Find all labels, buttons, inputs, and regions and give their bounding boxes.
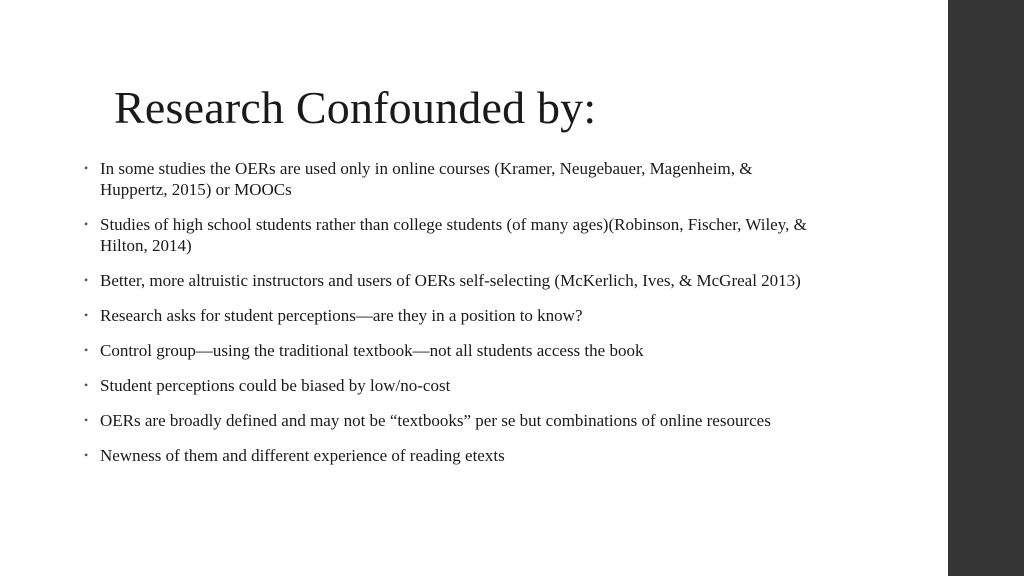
bullet-text: OERs are broadly defined and may not be “textbooks” per se but combinations of online resources (100, 411, 771, 430)
bullet-icon: • (84, 448, 89, 462)
bullet-item (84, 410, 824, 431)
bullet-item (84, 340, 824, 361)
bullet-icon: • (84, 343, 89, 357)
bullet-text: Control group—using the traditional textbook—not all students access the book (100, 341, 644, 360)
bullet-text: Newness of them and different experience of reading etexts (100, 446, 505, 465)
bullet-icon: • (84, 273, 89, 287)
bullet-item (84, 270, 824, 291)
bullet-icon: • (84, 161, 89, 175)
bullet-list (84, 158, 824, 480)
bullet-icon: • (84, 378, 89, 392)
bullet-item (84, 158, 824, 200)
bullet-icon: • (84, 217, 89, 231)
bullet-text: Student perceptions could be biased by low/no-cost (100, 376, 451, 395)
bullet-item (84, 445, 824, 466)
bullet-item (84, 375, 824, 396)
bullet-icon: • (84, 413, 89, 427)
bullet-text: Research asks for student perceptions—are they in a position to know? (100, 306, 583, 325)
bullet-item (84, 305, 824, 326)
bullet-text: Better, more altruistic instructors and users of OERs self-selecting (McKerlich, Ives, & McGreal 2013) (100, 271, 801, 290)
bullet-text: In some studies the OERs are used only in online courses (Kramer, Neugebauer, Magenheim, & Huppertz, 2015) or MOOCs (100, 159, 753, 199)
slide-title: Research Confounded by: (114, 82, 597, 133)
bullet-text: Studies of high school students rather than college students (of many ages)(Robinson, Fischer, Wiley, & Hilton, 2014) (100, 215, 807, 255)
bullet-item (84, 214, 824, 256)
bullet-icon: • (84, 308, 89, 322)
decorative-side-bar (948, 0, 1024, 576)
